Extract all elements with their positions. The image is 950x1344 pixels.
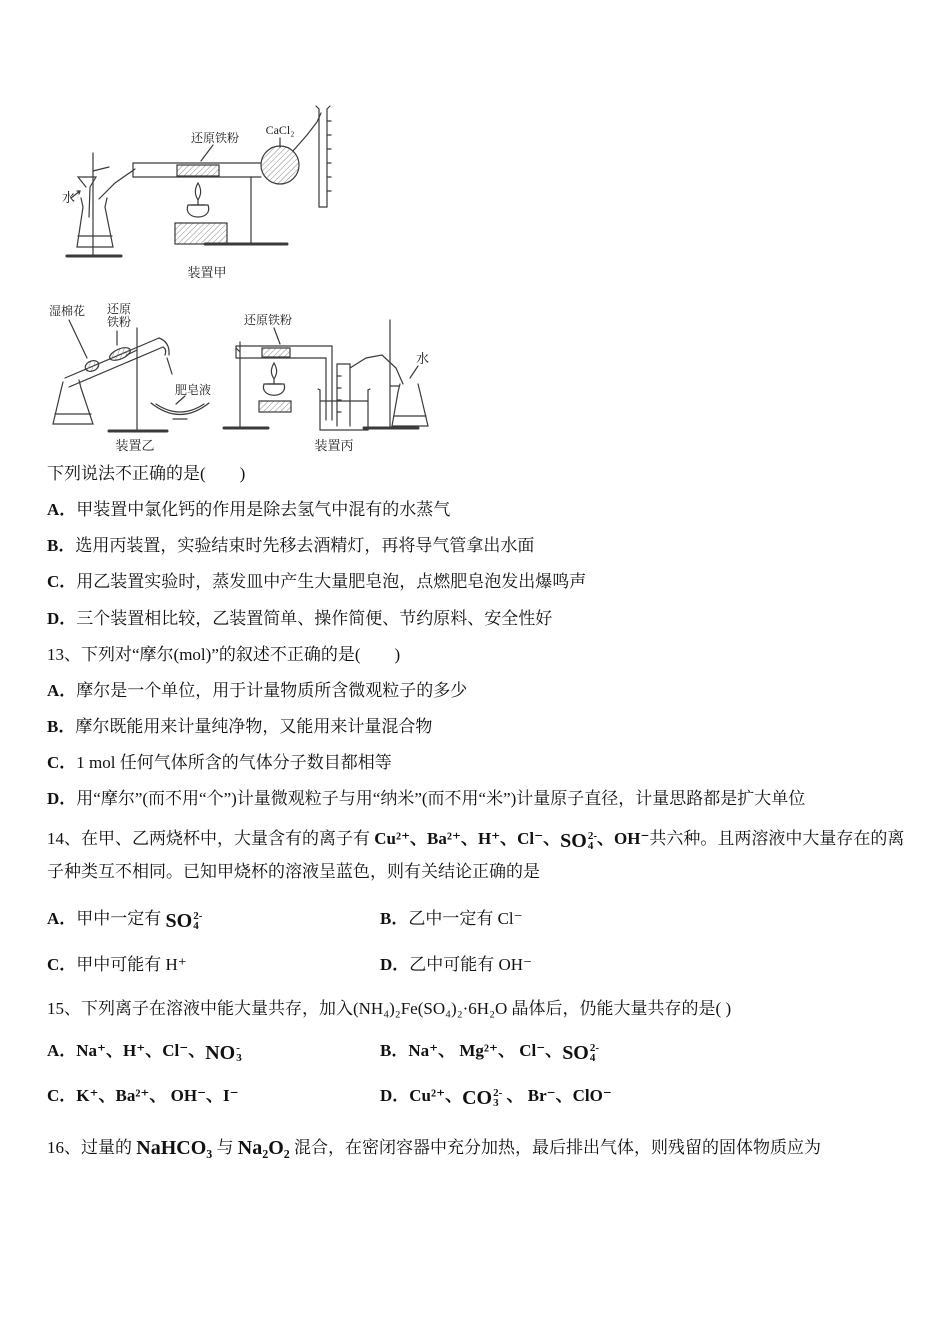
- q14-option-d: [380, 952, 913, 978]
- generator-flask: [53, 380, 93, 424]
- caption-jia: 装置甲: [187, 265, 227, 280]
- q13-option-b-text: 摩尔既能用来计量纯净物，又能用来计量混合物: [75, 716, 433, 736]
- apparatus-bing-figure: [222, 300, 442, 460]
- q13-option-d: [47, 787, 913, 812]
- q16-stem: [47, 1129, 913, 1167]
- stand: [109, 328, 167, 431]
- q14-option-b-text: 乙中一定有 Cl⁻: [408, 909, 523, 928]
- stand-left: [67, 153, 121, 256]
- q15-option-d-label: D．: [380, 1086, 410, 1106]
- collection-tube: [316, 106, 331, 207]
- iron-leader: [274, 328, 280, 344]
- q15-option-c-label: C．: [47, 1086, 77, 1106]
- q12-option-b-label: B．: [47, 536, 76, 556]
- nitrate-ion: NO - 3: [205, 1041, 242, 1064]
- q12-option-a: [47, 498, 913, 523]
- water-leader: [410, 366, 418, 378]
- q14-option-a-label: A．: [47, 909, 77, 928]
- q14-options-row1: [47, 906, 913, 932]
- q13-option-b: [47, 715, 913, 740]
- sulfate-ion: SO 2- 4: [562, 1041, 600, 1064]
- q13-stem: [47, 643, 913, 668]
- q14-stem-ion-list: Cu²⁺、Ba²⁺、H⁺、Cl⁻、: [374, 829, 561, 849]
- q14-option-a: [47, 906, 380, 932]
- label-water: 水: [416, 351, 430, 366]
- q12-stem: [47, 462, 913, 487]
- iron-label-leader: [201, 145, 213, 161]
- q14-option-c: [47, 952, 380, 978]
- q13-stem-text: 13、下列对“摩尔(mol)”的叙述不正确的是( ): [47, 644, 401, 664]
- q14-stem: [47, 823, 913, 888]
- q15-options-row2: [47, 1083, 913, 1109]
- label-iron-line1: 还原: [106, 302, 132, 316]
- q12-option-c-label: C．: [47, 572, 77, 592]
- q15-option-d: [380, 1083, 913, 1109]
- q14-option-c-text: 甲中可能有 H⁺: [76, 954, 187, 974]
- evaporating-dish: [151, 403, 209, 419]
- q13-option-c-text: 1 mol 任何气体所含的气体分子数目都相等: [76, 753, 392, 773]
- q14-options-row2: [47, 952, 913, 978]
- alcohol-lamp: [187, 183, 209, 217]
- connecting-tube: [350, 355, 403, 384]
- q12-option-d-text: 三个装置相比较，乙装置简单、操作简便、节约原料、安全性好: [76, 608, 553, 628]
- q13-option-a-text: 摩尔是一个单位，用于计量物质所含微观粒子的多少: [76, 680, 468, 700]
- q15-option-d-post: 、 Br⁻、ClO⁻: [502, 1086, 612, 1106]
- q14-option-d-label: D．: [380, 954, 410, 974]
- q15-stem: [47, 997, 913, 1022]
- q13-option-d-label: D．: [47, 789, 77, 809]
- q12-option-c-text: 用乙装置实验时，蒸发皿中产生大量肥皂泡，点燃肥皂泡发出爆鸣声: [76, 572, 587, 592]
- q13-option-a: [47, 679, 913, 704]
- q14-option-a-text: 甲中一定有: [76, 909, 166, 928]
- label-iron-line2: 铁粉: [106, 315, 132, 329]
- sulfate-ion-sup: 2-: [587, 830, 597, 843]
- q14-stem-post: 共六种。且两溶液中大量存在的离子种类互不相同。已知甲烧杯的溶液呈蓝色，则有关结论正确的是: [47, 829, 905, 881]
- receiver-flask: [392, 384, 428, 426]
- q12-option-a-label: A．: [47, 500, 77, 520]
- delivery-tube: [320, 346, 332, 420]
- q15-option-d-pre: Cu²⁺、: [409, 1086, 463, 1106]
- label-soap: 肥皂液: [174, 383, 212, 397]
- q15-options-row1: [47, 1038, 913, 1064]
- q14-option-d-text: 乙中可能有 OH⁻: [409, 954, 533, 974]
- q14-stem-pre: 14、在甲、乙两烧杯中，大量含有的离子有: [47, 829, 375, 849]
- q12-option-b: [47, 534, 913, 559]
- q14-stem-oh: 、OH⁻: [597, 829, 650, 849]
- q12-stem-text: 下列说法不正确的是( ): [47, 464, 246, 483]
- q13-option-c-label: C．: [47, 753, 77, 773]
- q12-option-b-text: 选用丙装置，实验结束时先移去酒精灯，再将导气管拿出水面: [75, 536, 535, 556]
- sulfate-ion-base: SO: [560, 830, 587, 853]
- sulfate-ion: [560, 831, 597, 851]
- reaction-tube: [236, 346, 320, 358]
- carbonate-ion: CO 2- 3: [462, 1087, 503, 1110]
- soap-leader: [176, 396, 185, 404]
- q15-option-b-text: Na⁺、 Mg²⁺、 Cl⁻、: [408, 1040, 563, 1060]
- reaction-tube: [133, 163, 261, 177]
- na2o2-formula: Na₂O₂: [237, 1136, 290, 1159]
- label-water: 水: [62, 190, 76, 205]
- sulfate-ion: SO 2- 4: [165, 910, 203, 932]
- q15-option-b-label: B．: [380, 1040, 409, 1060]
- label-iron-powder: 还原铁粉: [243, 313, 293, 327]
- q13-option-b-label: B．: [47, 716, 76, 736]
- wood-block: [175, 223, 227, 244]
- q16-stem-post: 混合，在密闭容器中充分加热，最后排出气体，则残留的固体物质应为: [289, 1137, 821, 1157]
- q15-option-c: [47, 1083, 380, 1109]
- cotton-leader: [69, 320, 87, 358]
- q15-option-a-label: A．: [47, 1040, 77, 1060]
- q13-option-a-label: A．: [47, 680, 77, 700]
- q12-option-d-label: D．: [47, 608, 77, 628]
- stand-left: [224, 342, 268, 428]
- q15-option-a-text: Na⁺、H⁺、Cl⁻、: [76, 1040, 206, 1060]
- q15-stem-text: 15、下列离子在溶液中能大量共存，加入(NH₄)₂Fe(SO₄)₂·6H₂O 晶体后，仍能大量共存的是( ): [47, 999, 732, 1018]
- q12-option-c: [47, 570, 913, 595]
- q16-stem-pre: 16、过量的: [47, 1137, 137, 1157]
- generator-flask: [77, 169, 135, 247]
- caption-bing: 装置丙: [314, 438, 354, 453]
- q13-option-c: [47, 751, 913, 776]
- stand-right: [364, 320, 418, 428]
- q16-stem-mid: 与: [212, 1137, 238, 1157]
- q14-option-b: [380, 906, 913, 932]
- apparatus-jia-figure: [55, 95, 355, 290]
- questions-section: [47, 462, 913, 1178]
- q14-option-b-label: B．: [380, 909, 409, 928]
- nahco3-formula: NaHCO₃: [136, 1136, 213, 1159]
- q13-option-d-text: 用“摩尔”(而不用“个”)计量微观粒子与用“纳米”(而不用“米”)计量原子直径，计量思路都是扩大单位: [76, 789, 806, 809]
- apparatus-yi-figure: [35, 300, 230, 460]
- measuring-tube: [337, 364, 350, 426]
- q15-option-c-text: K⁺、Ba²⁺、 OH⁻、I⁻: [76, 1086, 239, 1106]
- q12-option-a-text: 甲装置中氯化钙的作用是除去氢气中混有的水蒸气: [76, 500, 451, 520]
- sulfate-ion-sub: 4: [587, 840, 594, 853]
- caption-yi: 装置乙: [115, 438, 155, 453]
- q14-option-c-label: C．: [47, 954, 77, 974]
- q15-option-a: [47, 1038, 380, 1064]
- q12-option-d: [47, 607, 913, 632]
- label-wet-cotton: 湿棉花: [48, 304, 86, 318]
- label-iron-powder: 还原铁粉: [190, 131, 240, 145]
- label-cacl2: CaCl₂: [265, 123, 295, 137]
- alcohol-lamp: [259, 363, 291, 412]
- q15-option-b: [380, 1038, 913, 1064]
